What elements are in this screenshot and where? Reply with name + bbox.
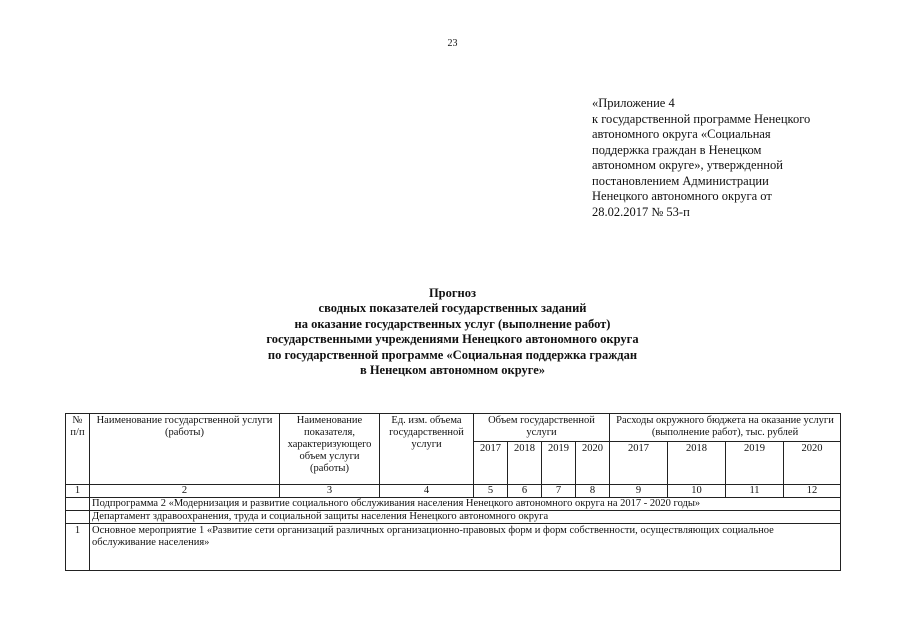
column-number: 9 <box>610 485 668 498</box>
forecast-table <box>65 413 841 571</box>
header-num: № п/п <box>66 414 90 485</box>
column-number: 11 <box>726 485 784 498</box>
header-year-expenses: 2018 <box>668 442 726 485</box>
header-year-expenses: 2020 <box>784 442 841 485</box>
header-volume: Объем государственной услуги <box>474 414 610 442</box>
appendix-line: поддержка граждан в Ненецком <box>592 142 762 157</box>
header-expenses: Расходы окружного бюджета на оказание услуги (выполнение работ), тыс. рублей <box>610 414 841 442</box>
document-title <box>0 286 905 378</box>
column-number: 12 <box>784 485 841 498</box>
appendix-line: к государственной программе Ненецкого <box>592 111 811 126</box>
title-line: сводных показателей государственных заданий <box>318 301 587 316</box>
empty-cell <box>66 498 90 511</box>
column-number: 7 <box>542 485 576 498</box>
appendix-line: постановлением Администрации <box>592 173 769 188</box>
column-number: 5 <box>474 485 508 498</box>
appendix-line: Ненецкого автономного округа от <box>592 189 772 203</box>
department-row: Департамент здравоохранения, труда и социальной защиты населения Ненецкого автономного округа <box>90 511 841 524</box>
appendix-line: автономного округа «Социальная <box>592 127 771 141</box>
header-year-volume: 2020 <box>576 442 610 485</box>
column-number: 8 <box>576 485 610 498</box>
main-activity-row: Основное мероприятие 1 «Развитие сети организаций различных организационно-правовых форм и форм собственности, осуществляющих социальное обслуживание населения» <box>90 524 841 571</box>
appendix-line: 28.02.2017 № 53-п <box>592 204 690 219</box>
title-line: по государственной программе «Социальная поддержка граждан <box>267 347 638 362</box>
header-indicator-name: Наименование показателя, характеризующего объем услуги (работы) <box>280 414 380 485</box>
header-year-volume: 2019 <box>542 442 576 485</box>
title-line: на оказание государственных услуг (выполнение работ) <box>294 316 611 331</box>
header-unit: Ед. изм. объема государственной услуги <box>380 414 474 485</box>
header-year-expenses: 2019 <box>726 442 784 485</box>
title-line: государственными учреждениями Ненецкого автономного округа <box>266 332 639 347</box>
header-service-name: Наименование государственной услуги (работы) <box>90 414 280 485</box>
header-year-expenses: 2017 <box>610 442 668 485</box>
appendix-line: «Приложение 4 <box>592 96 675 110</box>
main-activity-num: 1 <box>66 524 90 571</box>
page-number: 23 <box>447 38 458 49</box>
title-line: Прогноз <box>428 286 477 300</box>
header-year-volume: 2017 <box>474 442 508 485</box>
appendix-note <box>592 96 852 220</box>
header-year-volume: 2018 <box>508 442 542 485</box>
column-number: 10 <box>668 485 726 498</box>
title-line: в Ненецком автономном округе» <box>359 363 546 378</box>
appendix-line: автономном округе», утвержденной <box>592 158 783 172</box>
column-number: 1 <box>66 485 90 498</box>
subprogram-row: Подпрограмма 2 «Модернизация и развитие социального обслуживания населения Ненецкого автономного округа на 2017 - 2020 годы» <box>90 498 841 511</box>
column-number: 3 <box>280 485 380 498</box>
column-number: 2 <box>90 485 280 498</box>
empty-cell <box>66 511 90 524</box>
column-number: 4 <box>380 485 474 498</box>
column-number: 6 <box>508 485 542 498</box>
